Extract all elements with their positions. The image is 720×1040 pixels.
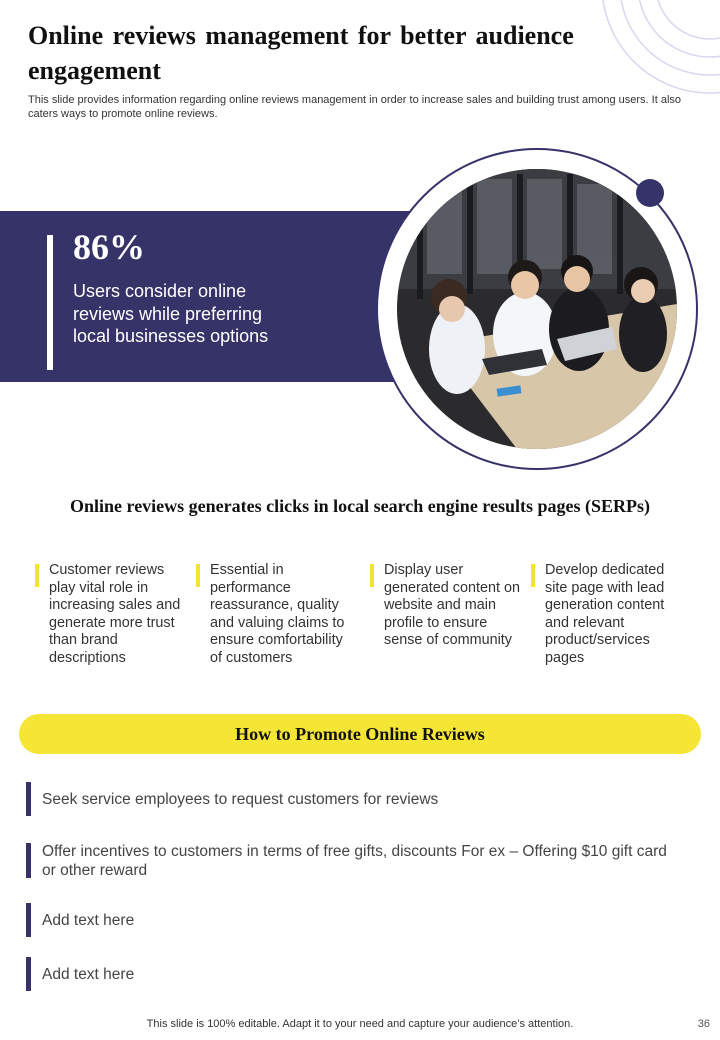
promote-item-text: Add text here [42, 912, 135, 929]
promote-item-bar [26, 843, 31, 878]
slide-title: Online reviews management for better audience engagement [28, 21, 574, 85]
photo-accent-dot [636, 179, 664, 207]
point-marker [196, 564, 200, 587]
serp-point-text: Essential in performance reassurance, quality and valuing claims to ensure comfortability of customers [210, 562, 345, 666]
serp-point-text: Display user generated content on website and main profile to ensure sense of community [384, 562, 521, 649]
stat-text: Users consider online reviews while preferring local businesses options [73, 281, 269, 346]
point-marker [531, 564, 535, 587]
promote-item-text: Offer incentives to customers in terms of free gifts, discounts For ex – Offering $10 gift card or other reward [42, 843, 667, 879]
serp-point-text: Develop dedicated site page with lead generation content and relevant product/services pages [545, 562, 665, 666]
decorative-arcs-icon [600, 0, 720, 100]
serp-section-title: Online reviews generates clicks in local search engine results pages (SERPs) [70, 496, 650, 516]
photo-frame [376, 148, 698, 470]
point-marker [35, 564, 39, 587]
stat-accent-bar [47, 235, 53, 370]
team-meeting-photo [397, 169, 677, 449]
promote-title: How to Promote Online Reviews [235, 724, 485, 744]
page-number: 36 [697, 1018, 710, 1030]
promote-item-bar [26, 782, 31, 816]
promote-item-bar [26, 903, 31, 937]
serp-points [0, 560, 720, 680]
point-marker [370, 564, 374, 587]
stat-value: 86% [73, 227, 145, 267]
serp-point-text: Customer reviews play vital role in increasing sales and generate more trust than brand descriptions [49, 562, 181, 666]
promote-item-bar [26, 957, 31, 991]
slide-subtitle: This slide provides information regarding online reviews management in order to increase sales and building trust among users. It also caters ways to promote online reviews. [28, 94, 682, 120]
promote-banner [19, 714, 701, 754]
footer-note: This slide is 100% editable. Adapt it to your need and capture your audience’s attention. [146, 1018, 574, 1030]
promote-item-text: Seek service employees to request customers for reviews [42, 791, 439, 808]
promote-item-text: Add text here [42, 966, 135, 983]
